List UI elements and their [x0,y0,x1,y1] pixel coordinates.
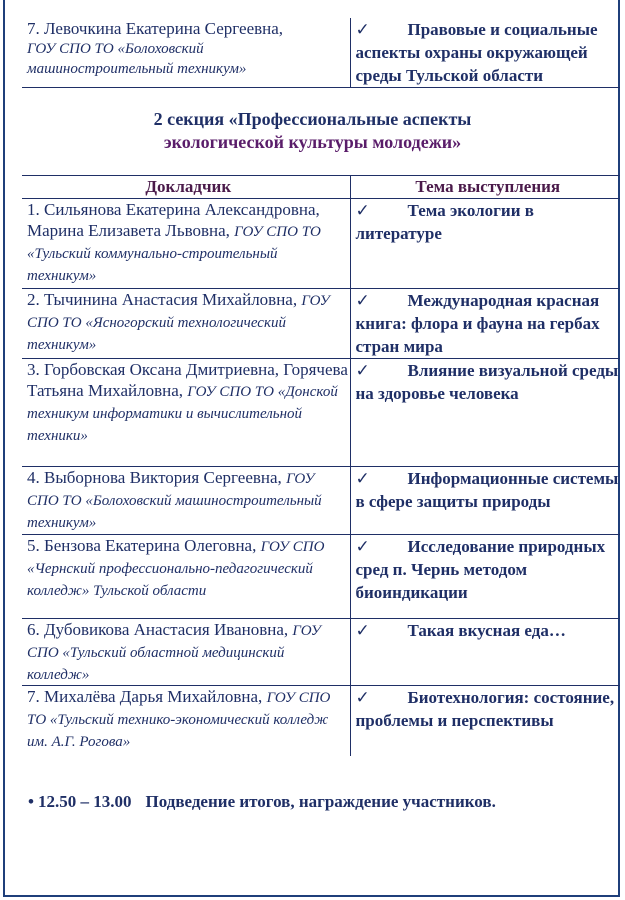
topic-text: Биотехнология: состояние, проблемы и перспективы [355,688,615,730]
speaker-cell [22,289,350,359]
speaker-organization: ГОУ СПО ТО «Тульский технико-экономический колледж им. А.Г. Рогова» [27,690,331,750]
table-row [22,18,620,88]
speaker-name: 1. Сильянова Екатерина Александровна, Марина Елизавета Львовна, [27,200,320,240]
speaker-cell [22,467,350,535]
speaker-cell [22,619,350,686]
speaker-cell [22,535,350,619]
speaker-cell [22,686,350,756]
speaker-organization: ГОУ СПО ТО «Болоховский машиностроительный техникум» [27,41,247,77]
schedule-text: Подведение итогов, награждение участников. [145,792,496,811]
checkmark-icon: ✓ [355,201,370,220]
table-row [22,199,620,289]
closing-schedule-item [28,792,496,812]
speaker-organization: ГОУ СПО «Тульский областной медицинский колледж» [27,623,321,683]
checkmark-icon: ✓ [355,537,370,556]
checkmark-icon: ✓ [355,469,370,488]
section-title-line-2: экологической культуры молодежи» [163,132,462,152]
speaker-cell [22,199,350,289]
section-title [0,108,625,154]
table-row [22,467,620,535]
table-header [22,176,620,199]
header-topic: Тема выступления [350,176,620,199]
checkmark-icon: ✓ [355,361,370,380]
table-row [22,619,620,686]
topic-cell [350,686,620,756]
table-row [22,359,620,467]
speaker-organization: ГОУ СПО ТО «Донской техникум информатики и вычислительной техники» [27,384,338,444]
schedule-time: 12.50 – 13.00 [38,792,132,811]
speaker-name: 5. Бензова Екатерина Олеговна, [27,536,261,555]
speaker-name: 6. Дубовикова Анастасия Ивановна, [27,620,293,639]
topic-cell [350,199,620,289]
checkmark-icon: ✓ [355,20,370,39]
topic-text: Информационные системы в сфере защиты природы [355,469,619,511]
topic-cell [350,359,620,467]
speaker-name: 3. Горбовская Оксана Дмитриевна, Горячева Татьяна Михайловна, [27,360,348,400]
speaker-name: 2. Тычинина Анастасия Михайловна, [27,290,302,309]
topic-text: Международная красная книга: флора и фауна на гербах стран мира [355,291,600,356]
table-row [22,289,620,359]
speaker-organization: ГОУ СПО «Чернский профессионально-педагогический колледж» Тульской области [27,539,325,599]
table-row [22,535,620,619]
topic-cell [350,619,620,686]
topic-cell [350,535,620,619]
checkmark-icon: ✓ [355,291,370,310]
speaker-name: 4. Выборнова Виктория Сергеевна, [27,468,287,487]
topic-text: Такая вкусная еда… [407,621,566,640]
speaker-cell [22,18,350,88]
topic-text: Тема экологии в литературе [355,201,534,243]
table-row [22,686,620,756]
bullet-icon: • [28,792,34,811]
topic-text: Правовые и социальные аспекты охраны окружающей среды Тульской области [355,20,598,85]
speaker-organization: ГОУ СПО ТО «Болоховский машиностроительный техникум» [27,471,322,531]
section-title-line-1: 2 секция «Профессиональные аспекты [153,109,472,129]
speakers-table [22,175,620,756]
speaker-name: 7. Левочкина Екатерина Сергеевна, [27,19,284,38]
topic-cell [350,18,620,88]
speaker-cell [22,359,350,467]
speaker-organization: ГОУ СПО ТО «Ясногорский технологический техникум» [27,293,330,353]
topic-text: Влияние визуальной среды на здоровье человека [355,361,619,403]
header-speaker: Докладчик [22,176,350,199]
topic-cell [350,289,620,359]
speaker-name: 7. Михалёва Дарья Михайловна, [27,687,267,706]
topic-text: Исследование природных сред п. Чернь методом биоиндикации [355,537,606,602]
speaker-organization: ГОУ СПО ТО «Тульский коммунально-строительный техникум» [27,224,321,284]
checkmark-icon: ✓ [355,621,370,640]
previous-section-table [22,18,620,88]
checkmark-icon: ✓ [355,688,370,707]
topic-cell [350,467,620,535]
